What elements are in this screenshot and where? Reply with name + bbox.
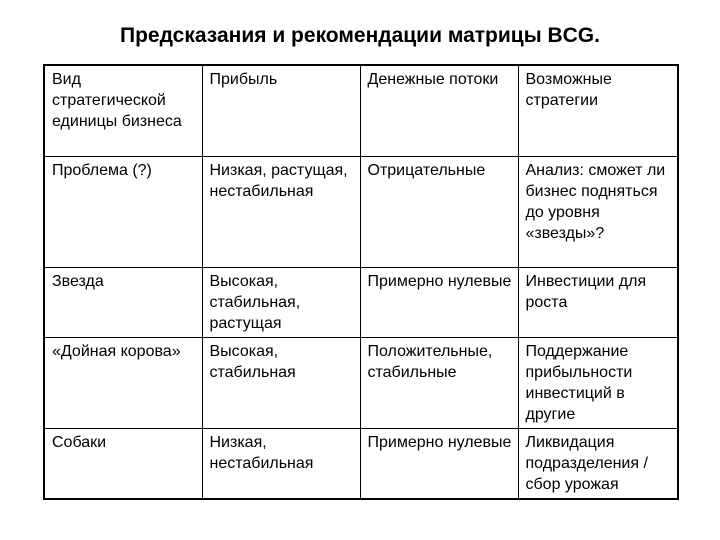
bcg-table bbox=[43, 64, 679, 500]
cell-cash-flow: Примерно нулевые bbox=[360, 429, 518, 500]
cell-profit: Высокая, стабильная, растущая bbox=[202, 268, 360, 338]
table-row bbox=[44, 157, 678, 268]
header-cash-flow: Денежные потоки bbox=[360, 65, 518, 157]
header-strategies: Возможные стратегии bbox=[518, 65, 678, 157]
cell-profit: Низкая, растущая, нестабильная bbox=[202, 157, 360, 268]
cell-cash-flow: Примерно нулевые bbox=[360, 268, 518, 338]
cell-profit: Высокая, стабильная bbox=[202, 338, 360, 429]
table-header-row bbox=[44, 65, 678, 157]
cell-unit-type: Собаки bbox=[44, 429, 202, 500]
page-title: Предсказания и рекомендации матрицы BCG. bbox=[120, 24, 600, 47]
cell-strategy: Инвестиции для роста bbox=[518, 268, 678, 338]
header-unit-type: Вид стратегической единицы бизнеса bbox=[44, 65, 202, 157]
cell-unit-type: Звезда bbox=[44, 268, 202, 338]
cell-strategy: Анализ: сможет ли бизнес подняться до уровня «звезды»? bbox=[518, 157, 678, 268]
cell-unit-type: «Дойная корова» bbox=[44, 338, 202, 429]
cell-strategy: Ликвидация подразделения / сбор урожая bbox=[518, 429, 678, 500]
cell-profit: Низкая, нестабильная bbox=[202, 429, 360, 500]
cell-cash-flow: Отрицательные bbox=[360, 157, 518, 268]
cell-strategy: Поддержание прибыльности инвестиций в другие bbox=[518, 338, 678, 429]
table-row bbox=[44, 268, 678, 338]
header-profit: Прибыль bbox=[202, 65, 360, 157]
cell-cash-flow: Положительные, стабильные bbox=[360, 338, 518, 429]
table-row bbox=[44, 338, 678, 429]
cell-unit-type: Проблема (?) bbox=[44, 157, 202, 268]
table-row bbox=[44, 429, 678, 500]
